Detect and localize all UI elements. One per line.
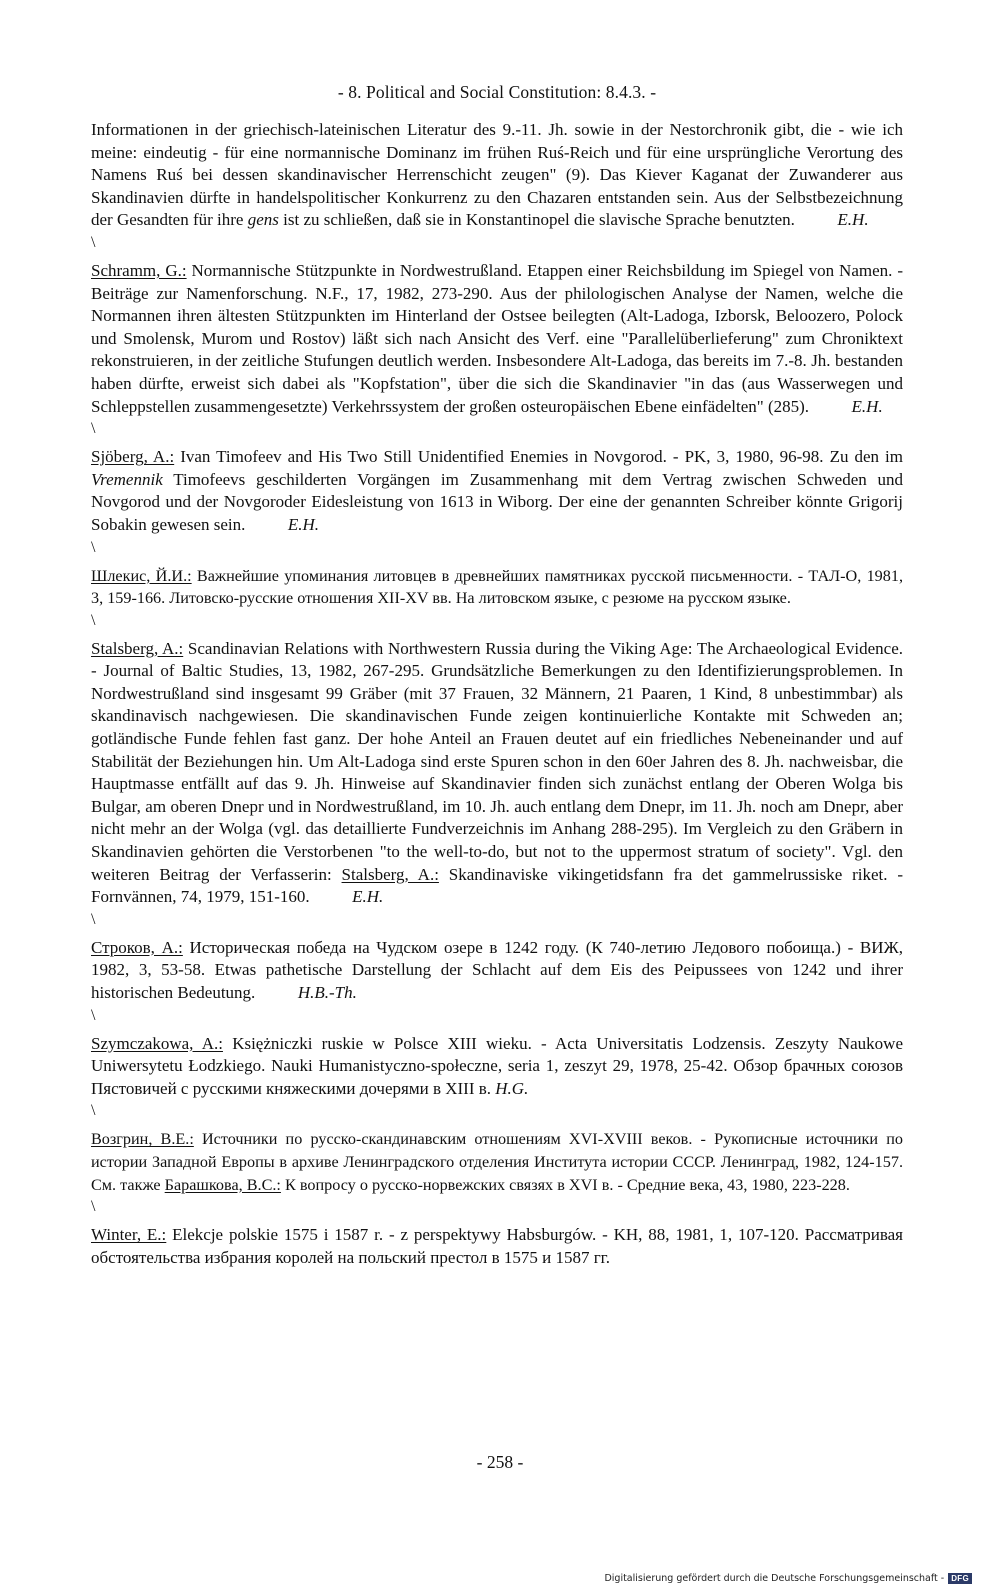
- entry-text: Историческая победа на Чудском озере в 1242 году. (К 740-летию Ледового побоища.) - ВИЖ, 1982, 3, 53-58. Etwas pathetische Darstellung der Schlacht auf dem Eis des Peipussees von 1242 und ihrer historischen Bedeutung.: [91, 937, 903, 1002]
- entry-sjoberg: [91, 446, 903, 536]
- entry-text: Elekcje polskie 1575 i 1587 r. - z perspektywy Habsburgów. - KH, 88, 1981, 1, 107-120. Рассматривая обстоятельства избрания королей на польский престол в 1575 и 1587 гг.: [91, 1225, 903, 1267]
- entry-vozgrin: [91, 1128, 903, 1196]
- dfg-logo: DFG: [948, 1573, 972, 1584]
- reviewer-initials: H.B.-Th.: [297, 983, 357, 1002]
- page-number: - 258 -: [476, 1452, 524, 1472]
- entry-author: Возгрин, В.Е.:: [91, 1130, 194, 1149]
- footer-text: Digitalisierung gefördert durch die Deutsche Forschungsgemeinschaft -: [604, 1573, 945, 1584]
- page-body: [91, 82, 903, 1269]
- entry-text: Normannische Stützpunkte in Nordwestrußland. Etappen einer Reichsbildung im Spiegel von Namen. - Beiträge zur Namenforschung. N.F., 17, 1982, 273-290. Aus der philologischen Analyse der Namen, welche die Normannen ihren ältesten Stützpunkten im Hinterland der Ostsee beilegten (Alt-Ladoga, Izborsk, Beloozero, Polock und Smolensk, Murom und Rostov) läßt sich nach Ansicht des Verf. eine "Parallelüberlieferung" zum Chroniktext rekonstruieren, in der zeitliche Stufungen deutlich werden. Insbesondere Alt-Ladoga, das bereits im 7.-8. Jh. bestanden haben dürfte, erweist sich dabei als "Kopfstation", über die sich die Skandinavier "in das (aus Wasserwegen und Schleppstellen zusammengesetzte) Verkehrssystem der großen osteuropäischen Ebene einfädelten" (285).: [91, 260, 903, 416]
- entry-text: Scandinavian Relations with Northwestern Russia during the Viking Age: The Archaeological Evidence. - Journal of Baltic Studies, 13, 1982, 267-295. Grundsätzliche Bemerkungen zu den Identifizierungsproblemen. In Nordwestrußland sind insgesamt 99 Gräber (mit 37 Frauen, 32 Männern, 21 Paaren, 1 Kind, 8 unbestimmbar) als skandinavisch nachgewiesen. Die skandinavischen Funde zeigen kontinuierliche Kontakte mit Schweden an; gotländische Funde fehlen fast ganz. Der hohe Anteil an Frauen deutet auf ein friedliches Nebeneinander und auf Stabilität der Beziehungen hin. Um Alt-Ladoga sind erste Spuren schon in den 60er Jahren des 8. Jh. nachweisbar, die Hauptmasse entfällt auf das 9. Jh. Hinweise auf Skandinavier finden sich zunächst entlang der Oberen Wolga bis Bulgar, am oberen Dnepr und in Nordwestrußland, im 10. Jh. auch entlang dem Dnepr, im 11. Jh. noch am Dnepr, aber nicht mehr an der Wolga (vgl. das detaillierte Fundverzeichnis im Anhang 288-295). Im Vergleich zu den Gräbern in Skandinavien gehörten die Verstorbenen "to the well-to-do, but not to the uppermost stratum of society". Vgl. den weiteren Beitrag der Verfasserin:: [91, 638, 903, 884]
- entry-separator: \: [91, 611, 96, 629]
- entry-separator: \: [91, 1102, 96, 1120]
- reviewer-initials: E.H.: [352, 887, 384, 907]
- entry-text: Księżniczki ruskie w Polsce XIII wieku. - Acta Universitatis Lodzensis. Zeszyty Naukowe Uniwersytetu Łodzkiego. Nauki Humanistyczno-społeczne, seria 1, zeszyt 29, 1978, 25-42. Обзор брачных союзов Пястовичей с русскими княжескими дочерями в XIII в.: [91, 1033, 903, 1098]
- entry-text: Timofeevs geschilderten Vorgängen im Zusammenhang mit dem Vertrag zwischen Schweden und Novgorod und der Novgoroder Eidesleistung von 1613 in Wiborg. Der eine der genannten Schreiber könnte Grigorij Sobakin gewesen sein.: [91, 469, 903, 534]
- entry-author: Schramm, G.:: [91, 260, 187, 280]
- entry-schramm: [91, 260, 903, 418]
- entry-author: Stalsberg, A.:: [91, 638, 184, 658]
- reviewer-initials: E.H.: [287, 514, 320, 534]
- entry-author: Winter, E.:: [91, 1225, 167, 1245]
- entry-author-cross-reference: Stalsberg, A.:: [341, 864, 439, 884]
- entry-separator: \: [91, 1198, 96, 1216]
- entry-italic-term: gens: [247, 210, 279, 230]
- entry-author: Szymczakowa, A.:: [91, 1033, 223, 1053]
- entry-continuation: [91, 119, 903, 232]
- entry-separator: \: [91, 910, 96, 928]
- entry-text: ist zu schließen, daß sie in Konstantinopel die slavische Sprache benutzten.: [278, 210, 795, 230]
- entry-separator: \: [91, 538, 96, 556]
- digitization-footer: [604, 1573, 972, 1584]
- entry-separator: \: [91, 1006, 96, 1024]
- entry-separator: \: [91, 420, 96, 438]
- entry-author: Шлекис, Й.И.:: [91, 566, 192, 585]
- entry-text: Ivan Timofeev and His Two Still Unidentified Enemies in Novgorod. - PK, 3, 1980, 96-98. Zu den im: [174, 447, 904, 467]
- entry-text: Источники по русско-скандинавским отношениям XVI-XVIII веков. - Рукописные источники по истории Западной Европы в архиве Ленинградского отделения Института истории СССР. Ленинград, 1982, 124-157. См. также: [91, 1130, 903, 1194]
- reviewer-initials: H.G.: [495, 1078, 529, 1098]
- entry-italic-term: Vremennik: [91, 469, 163, 489]
- entry-text: Skandinaviske vikingetidsfann fra det gammelrussiske riket. - Fornvännen, 74, 1979, 151-160.: [91, 864, 903, 907]
- entry-separator: \: [91, 233, 96, 251]
- entry-text: Informationen in der griechisch-lateinischen Literatur des 9.-11. Jh. sowie in der Nestorchronik gibt, die - wie ich meine: eindeutig - für eine normannische Dominanz im frühen Ruś-Reich und für eine ursprüngliche Verortung des Namens Ruś bei dessen skandinavischer Herrenschicht zeugen" (9). Das Kiever Kaganat der Zuwanderer aus Skandinavien dürfte in handelspolitischer Konkurrenz zu den Chazaren entstanden sein. Aus der Selbstbezeichnung der Gesandten für ihre: [91, 120, 903, 230]
- entry-author: Строков, А.:: [91, 937, 183, 957]
- entry-text: К вопросу о русско-норвежских связях в XVI в. - Средние века, 43, 1980, 223-228.: [280, 1175, 850, 1194]
- entry-stalsberg: [91, 638, 903, 909]
- entry-author-cross-reference: Барашкова, В.С.:: [164, 1175, 281, 1194]
- reviewer-initials: E.H.: [851, 396, 883, 416]
- entry-author: Sjöberg, A.:: [91, 447, 175, 467]
- reviewer-initials: E.H.: [837, 210, 869, 230]
- entry-shlekis: [91, 565, 903, 610]
- entry-text: Важнейшие упоминания литовцев в древнейших памятниках русской письменности. - ТАЛ-О, 1981, 3, 159-166. Литовско-русские отношения XII-XV вв. На литовском языке, с резюме на русском языке.: [91, 566, 904, 608]
- entry-szymczakowa: [91, 1033, 903, 1101]
- entry-winter: [91, 1224, 903, 1269]
- running-head: - 8. Political and Social Constitution: 8.4.3. -: [337, 82, 657, 102]
- entry-strokov: [91, 937, 903, 1005]
